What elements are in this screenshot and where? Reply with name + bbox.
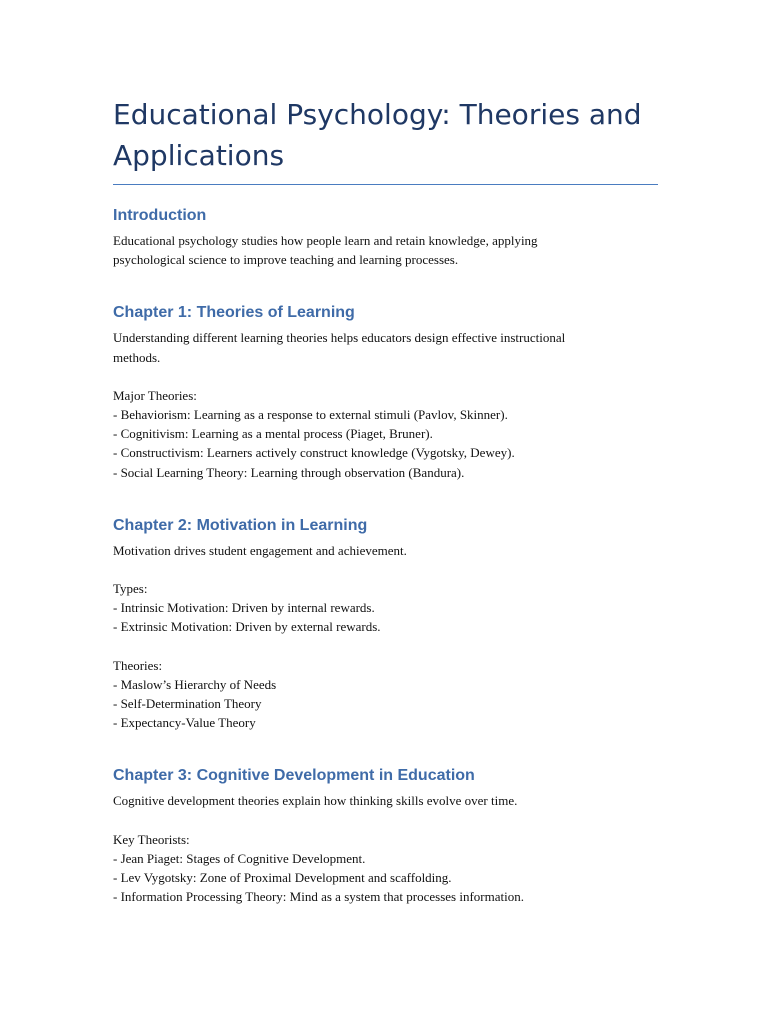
text-line: - Maslow’s Hierarchy of Needs — [113, 676, 277, 692]
text-line: Cognitive development theories explain how thinking skills evolve over time. — [113, 793, 518, 809]
text-line: Key Theorists: — [113, 831, 190, 847]
text-line: - Self-Determination Theory — [113, 696, 262, 712]
section — [113, 302, 658, 481]
text-line: methods. — [113, 349, 161, 365]
section-heading: Chapter 1: Theories of Learning — [113, 304, 355, 322]
text-line: - Cognitivism: Learning as a mental process (Piaget, Bruner). — [113, 426, 433, 442]
paragraph — [113, 579, 658, 637]
document-page — [113, 94, 658, 906]
text-line: Theories: — [113, 657, 163, 673]
text-line: - Information Processing Theory: Mind as a system that processes information. — [113, 889, 524, 905]
paragraph — [113, 231, 658, 269]
document-body — [113, 205, 658, 906]
text-line: Major Theories: — [113, 387, 197, 403]
section-heading: Chapter 2: Motivation in Learning — [113, 516, 368, 534]
text-line: - Intrinsic Motivation: Driven by internal rewards. — [113, 600, 375, 616]
section — [113, 515, 658, 733]
document-title: Educational Psychology: Theories and Applications — [113, 94, 658, 185]
paragraph — [113, 656, 658, 733]
paragraph — [113, 328, 658, 366]
text-line: - Jean Piaget: Stages of Cognitive Development. — [113, 850, 366, 866]
text-line: - Extrinsic Motivation: Driven by external rewards. — [113, 619, 381, 635]
paragraph — [113, 791, 658, 810]
text-line: Motivation drives student engagement and achievement. — [113, 542, 407, 558]
section — [113, 765, 658, 906]
text-line: Educational psychology studies how people learn and retain knowledge, applying — [113, 233, 538, 248]
text-line: - Social Learning Theory: Learning through observation (Bandura). — [113, 464, 465, 480]
section-heading: Introduction — [113, 207, 207, 224]
text-line: Types: — [113, 581, 148, 597]
text-line: - Constructivism: Learners actively construct knowledge (Vygotsky, Dewey). — [113, 445, 515, 461]
paragraph — [113, 830, 658, 907]
text-line: - Expectancy-Value Theory — [113, 715, 256, 731]
text-line: - Behaviorism: Learning as a response to external stimuli (Pavlov, Skinner). — [113, 407, 508, 423]
paragraph — [113, 386, 658, 482]
paragraph — [113, 541, 658, 560]
text-line: - Lev Vygotsky: Zone of Proximal Development and scaffolding. — [113, 870, 452, 886]
text-line: Understanding different learning theories helps educators design effective instructional — [113, 330, 566, 346]
section — [113, 205, 658, 269]
section-heading: Chapter 3: Cognitive Development in Education — [113, 767, 475, 785]
text-line: psychological science to improve teaching and learning processes. — [113, 252, 459, 268]
